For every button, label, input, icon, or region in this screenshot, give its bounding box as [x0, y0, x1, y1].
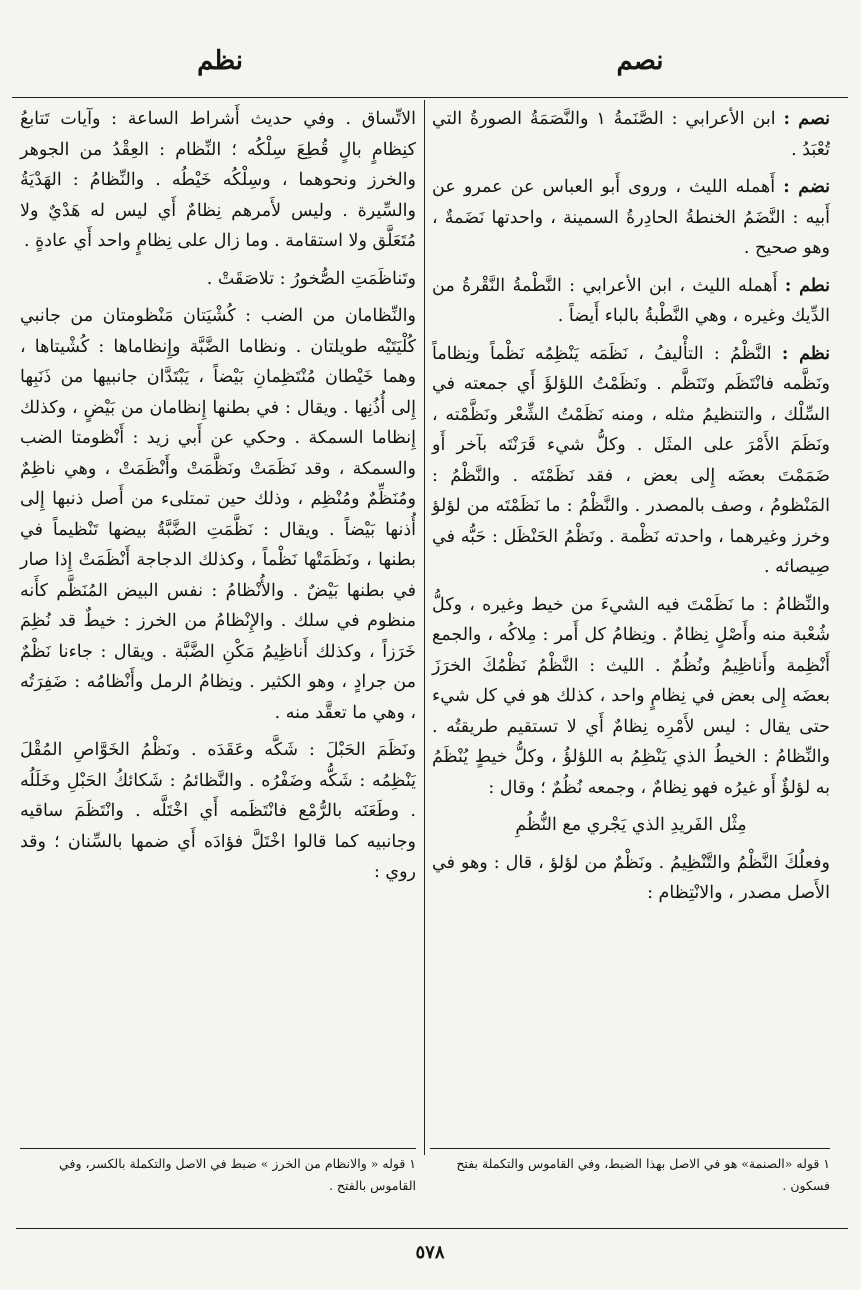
- column-divider: [424, 100, 425, 1155]
- entry-paragraph: [432, 104, 830, 165]
- footer-rule: [16, 1228, 848, 1229]
- entry-head: نطم :: [784, 275, 831, 296]
- entry-head: نظم :: [781, 343, 830, 364]
- entry-text: الاتِّساق . وفي حديث أَشراط الساعة : وآيات تَتابعُ كنِظامٍ بالٍ قُطِعَ سِلْكُه ؛ النِّظام : العِقْدُ من الجوهر والخرز ونحوهما ، وسِلْكُه خَيْطُه . والنِّظامُ : الهَدْيَةُ والسِّيرة . وليس لأَمرهم نِظامٌ أَي ليس له هَدْيٌ ولا مُتَعَلَّق ولا استقامة . وما زال على نِظامٍ واحد أَي عادةٍ .: [20, 109, 416, 251]
- entry-paragraph: [20, 735, 416, 888]
- entry-text: أَهمله الليث ، ابن الأعرابي : النَّطْمةُ النَّقْرةُ من الدِّيك وغيره ، وهي النَّطْبةُ بالباء أَيضاً .: [432, 275, 830, 326]
- entry-head: نصم :: [783, 109, 830, 129]
- footnote-left: ١ قوله « والانظام من الخرز » ضبط في الاصل والتكملة بالكسر، وفي القاموس بالفتح .: [59, 1156, 416, 1193]
- entry-text: ونَظَمَ الحَبْلَ : شَكَّه وعَقَدَه . ونَظْمُ الخَوَّاصِ المُقْلَ يَنْظِمُه : شَكُّه وضَفْرُه . والنَّظائمُ : شَكائكُ الحَبْلِ وخَلَلُه . وطَعَنَه بالرُّمْع فانْتَظَمه أَي اخْتَلَّه . وانْتَظَمَ ساقيه وجانبيه كما قالوا اخْتَلَّ فؤادَه أَي ضمها بالسِّنان ؛ وقد روي :: [20, 740, 416, 882]
- entry-paragraph: [20, 104, 416, 257]
- header-root-left: نظم: [197, 46, 243, 76]
- entry-head: نضم :: [783, 177, 830, 197]
- header-root-right: نصم: [616, 46, 664, 76]
- header-rule: [12, 97, 848, 98]
- entry-text: والنِّظامان من الضب : كُشْيَتان مَنْظومتان من جانبي كُلْيَتَيْه طويلتان . ونظاما الضَّبَّة وإِنظاماها : كُشْيتاها ، وهما خَيْطان مُنْتَظِمانِ بَيْضاً ، يَبْتَدَّان جانبيها من ذَنَبِها إِلى أُذُنِها . ويقال : في بطنها إِنظامان من بَيْضٍ ، وكذلك إِنظاما السمكة . وحكي عن أَبي زيد : أَنْظومتا الضب والسمكة ، وقد نَظَمَتْ ونَظَّمَتْ وأَنْظَمَتْ ، وهي ناظِمٌ ومُنَظِّمٌ ومُنْظِم ، وذلك حين تمتلىء من أَصل ذنبها إِلى أُذنها بَيْضاً . ويقال : نَظَّمَتِ الضَّبَّةُ بيضها تَنْظيماً في بطنها ، ونَظَمَتْها نَظْماً ، وكذلك الدجاجة أَنْظَمَتْ إِذا صار في بطنها بَيْضٌ . والأُنْظامُ : نفس البيض المُنَظَّم كأَنه منظوم في سلك . والإِنْظامُ من الخرز : خيطٌ قد نُظِمَ خَرَزاً ، وكذلك أَناظِيمُ مَكْنِ الضَّبَّة . ويقال : جاءنا نَظْمٌ من جرادٍ ، وهو الكثير . ونِظامُ الرمل وأَنْظامُه : ضَفِرَتُه ، وهي ما تعقَّد منه .: [20, 306, 416, 723]
- footnote-right: ١ قوله «الصنمة» هو في الاصل بهذا الضبط، وفي القاموس والتكملة بفتح فسكون .: [456, 1156, 830, 1193]
- entry-paragraph: [20, 264, 416, 295]
- page-number: ٥٧٨: [415, 1242, 445, 1263]
- left-column: [20, 104, 416, 895]
- entry-paragraph: [432, 848, 830, 909]
- entry-paragraph: [432, 271, 830, 332]
- entry-paragraph: [432, 172, 830, 264]
- footnote-rule-left: [20, 1148, 416, 1149]
- entry-paragraph: [432, 590, 830, 804]
- entry-paragraph: [20, 301, 416, 728]
- entry-text: والنِّظامُ : ما نَظَمْتَ فيه الشيءَ من خيط وغيره ، وكلُّ شُعْبة منه وأَصْلٍ نِظامٌ . ونِظامُ كل أَمر : مِلاكُه ، والجمع أَنْظِمة وأَناظِيمُ ونُظُمٌ . الليث : النَّظْمُ نَظْمُكَ الخرَزَ بعضَه إِلى بعض في نِظامٍ واحد ، كذلك هو في كل شيء حتى يقال : ليس لأَمْرِه نِظامٌ أَي لا تستقيم طريقتُه . والنِّظامُ : الخيطُ الذي يَنْظِمُ به اللؤلؤُ ، وكلُّ خيطٍ يُنْظَمُ به لؤلؤٌ أَو غيرُه فهو نِظامٌ ، وجمعه نُظُمٌ ؛ وقال :: [432, 594, 830, 798]
- entry-text: وفعلُكَ النَّظْمُ والتَّنْظِيمُ . ونَظْمٌ من لؤلؤ ، قال : وهو في الأَصل مصدر ، والانْتِظام :: [432, 852, 830, 903]
- right-column: [432, 104, 830, 916]
- footnote-rule-right: [430, 1148, 830, 1149]
- entry-text: النَّظْمُ : التأْليفُ ، نَظَمَه يَنْظِمُه نَظْماً ونِظاماً ونَظَّمه فانْتَظَم وتَنَظَّم . ونَظَمْتُ اللؤلؤَ أَي جمعته في السِّلْك ، والتنظيمُ مثله ، ومنه نَظَمْتُ الشِّعْر ونَظَّمْته ، ونَظَمَ الأَمْرَ على المثَل . وكلُّ شيء قَرَنْتَه بآخر أَو ضَمَمْتَ بعضَه إِلى بعض ، فقد نَظَمْتَه . والنَّظْمُ : المَنْظومُ ، وصف بالمصدر . والنَّظْمُ : ما نَظَمْتَه من لؤلؤ وخرز وغيرهما ، واحدته نَظْمة . ونَظْمُ الحَنْظَل : حَبُّه في صِيصائه .: [432, 343, 830, 577]
- verse-text: مِثْل الفَريدِ الذي يَجْري مع النُّظُمِ: [515, 815, 747, 835]
- verse-line: [432, 810, 830, 841]
- entry-text: أَهمله الليث ، وروى أَبو العباس عن عمرو عن أَبيه : النَّضَمُ الخنطةُ الحادِرةُ السمينة ، واحدتها نَضَمةٌ ، وهو صحيح .: [432, 177, 830, 258]
- entry-paragraph: [432, 339, 830, 583]
- entry-text: وتَناظَمَتِ الصُّخورُ : تلاصَقَتْ .: [206, 268, 416, 289]
- entry-text: ابن الأعرابي : الصَّنَمةُ ١ والنَّصَمَةُ الصورةُ التي تُعْبَدُ .: [432, 109, 830, 160]
